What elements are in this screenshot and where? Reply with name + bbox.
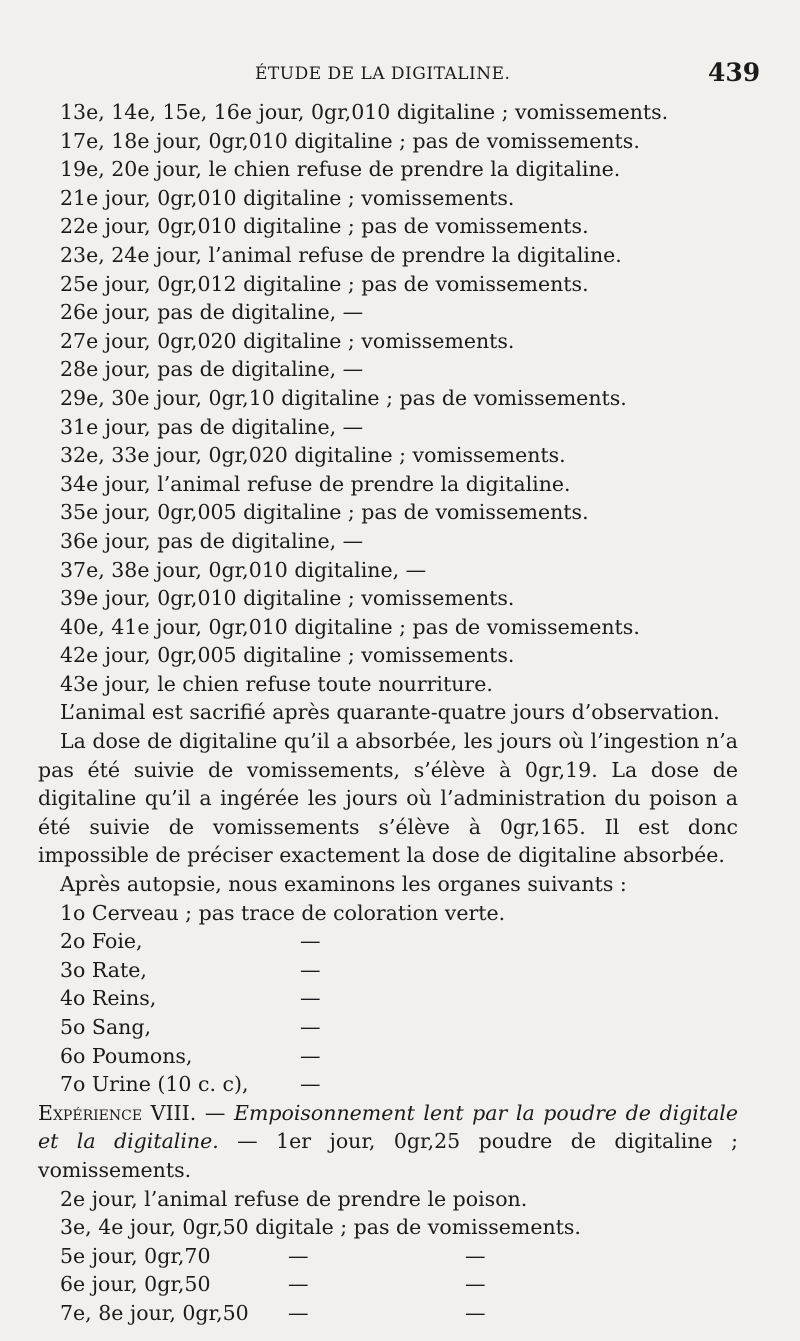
organ-item: 1o Cerveau ; pas trace de coloration verte.	[60, 900, 506, 925]
experiment-title: Empoisonnement lent par la poudre de digitale et la digitaline.	[38, 1100, 738, 1154]
log-line: 3e, 4e jour, 0gr,50 digitale ; pas de vomissements.	[60, 1215, 581, 1240]
log-line: 17e, 18e jour, 0gr,010 digitaline ; pas de vomissements.	[60, 128, 640, 153]
log-line: 35e jour, 0gr,005 digitaline ; pas de vomissements.	[60, 500, 589, 525]
organ-list	[0, 899, 800, 1099]
log-line: 22e jour, 0gr,010 digitaline ; pas de vomissements.	[60, 214, 589, 239]
experiment-first-day: — 1er jour, 0gr,25 poudre de digitaline ; vomissements.	[38, 1129, 738, 1182]
organ-item: 3o Rate, —	[60, 957, 321, 982]
organ-item: 4o Reins, —	[60, 986, 321, 1011]
log-line: 28e jour, pas de digitaline, —	[60, 357, 364, 382]
log-line: 43e jour, le chien refuse toute nourriture.	[60, 671, 493, 696]
log-line: 31e jour, pas de digitaline, —	[60, 414, 364, 439]
log-line: 5e jour, 0gr,70 — —	[60, 1243, 486, 1268]
log-line: 34e jour, l’animal refuse de prendre la digitaline.	[60, 471, 571, 496]
log-line: 26e jour, pas de digitaline, —	[60, 300, 364, 325]
organ-item: 6o Poumons, —	[60, 1043, 321, 1068]
daily-log	[0, 98, 800, 698]
log-line: 36e jour, pas de digitaline, —	[60, 528, 364, 553]
log-line: 32e, 33e jour, 0gr,020 digitaline ; vomissements.	[60, 443, 566, 468]
log-line: 23e, 24e jour, l’animal refuse de prendre la digitaline.	[60, 242, 622, 267]
organ-item: 2o Foie, —	[60, 929, 321, 954]
page-body	[0, 98, 800, 1328]
page-number: 439	[708, 58, 761, 87]
running-header	[0, 58, 800, 94]
log-line: 27e jour, 0gr,020 digitaline ; vomissements.	[60, 328, 515, 353]
log-line: 42e jour, 0gr,005 digitaline ; vomissements.	[60, 643, 515, 668]
running-title: ÉTUDE DE LA DIGITALINE.	[255, 64, 511, 84]
log-line: 6e jour, 0gr,50 — —	[60, 1272, 486, 1297]
experiment-heading: Expérience VIII. — Empoisonnement lent par la poudre de digitale et la digitaline. — 1er jour, 0gr,25 poudre de digitaline ; vomissements.	[38, 1100, 738, 1182]
log-line: 25e jour, 0gr,012 digitaline ; pas de vomissements.	[60, 271, 589, 296]
paragraph-autopsy: Après autopsie, nous examinons les organes suivants :	[60, 872, 627, 897]
log-line: 13e, 14e, 15e, 16e jour, 0gr,010 digitaline ; vomissements.	[60, 100, 669, 124]
organ-item: 7o Urine (10 c. c), —	[60, 1072, 321, 1097]
organ-item: 5o Sang, —	[60, 1015, 321, 1039]
log-line: 37e, 38e jour, 0gr,010 digitaline, —	[60, 557, 427, 582]
log-line: 29e, 30e jour, 0gr,10 digitaline ; pas de vomissements.	[60, 385, 627, 410]
conclusion-text	[38, 698, 738, 898]
log-line: 7e, 8e jour, 0gr,50 — —	[60, 1300, 486, 1325]
log-line: 2e jour, l’animal refuse de prendre le poison.	[60, 1186, 528, 1211]
paragraph-sacrifice: L’animal est sacrifié après quarante-quatre jours d’observation.	[60, 700, 720, 725]
experiment-label: Expérience VIII.	[38, 1100, 197, 1125]
log-line: 19e, 20e jour, le chien refuse de prendre la digitaline.	[60, 157, 621, 182]
paragraph-dose: La dose de digitaline qu’il a absorbée, les jours où l’ingestion n’a pas été suivie de vomissements, s’élève à 0gr,19. La dose de digitaline qu’il a ingérée les jours où l’administration du poison a été suivie de vomissements s’élève à 0gr,165. Il est donc impossible de préciser exactement la dose de digitaline absorbée.	[38, 729, 738, 868]
experiment-log	[0, 1185, 800, 1328]
log-line: 40e, 41e jour, 0gr,010 digitaline ; pas de vomissements.	[60, 614, 640, 639]
log-line: 39e jour, 0gr,010 digitaline ; vomissements.	[60, 586, 515, 611]
log-line: 21e jour, 0gr,010 digitaline ; vomissements.	[60, 185, 515, 210]
